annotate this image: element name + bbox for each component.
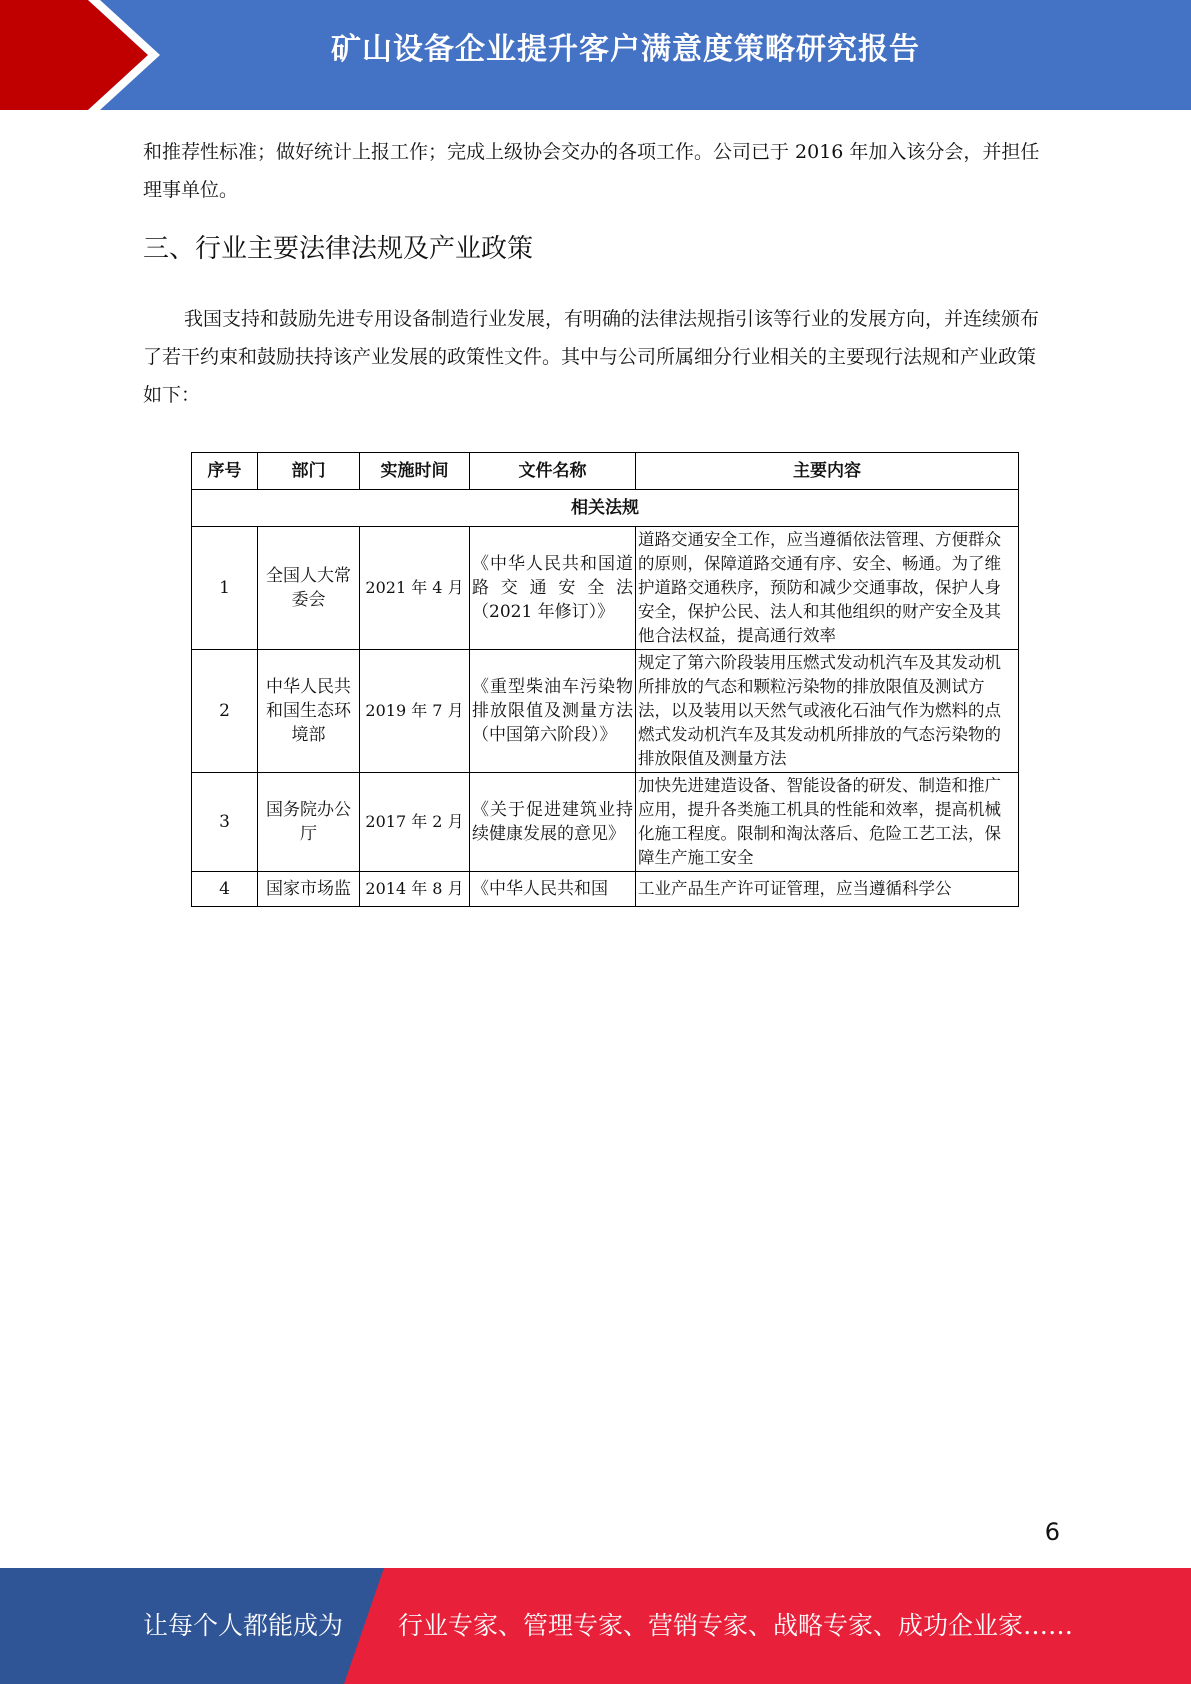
cell-content: 规定了第六阶段装用压燃式发动机汽车及其发动机所排放的气态和颗粒污染物的排放限值及测试方法，以及装用以天然气或液化石油气作为燃料的点燃式发动机汽车及其发动机所排放的气态污染物的排放限值及测量方法 xyxy=(636,650,1019,773)
policy-paragraph: 我国支持和鼓励先进专用设备制造行业发展，有明确的法律法规指引该等行业的发展方向，并连续颁布了若干约束和鼓励扶持该产业发展的政策性文件。其中与公司所属细分行业相关的主要现行法规和产业政策如下： xyxy=(143,308,1040,406)
cell-no: 3 xyxy=(192,773,258,872)
cell-doc: 《关于促进建筑业持续健康发展的意见》 xyxy=(470,773,636,872)
cell-date: 2021 年 4 月 xyxy=(360,527,470,650)
cell-date: 2014 年 8 月 xyxy=(360,872,470,907)
cell-dept: 国家市场监 xyxy=(258,872,360,907)
cell-no: 1 xyxy=(192,527,258,650)
page-number: 6 xyxy=(1044,1518,1060,1546)
table-row xyxy=(192,527,1019,650)
table-header-row xyxy=(192,453,1019,490)
cell-doc: 《重型柴油车污染物排放限值及测量方法（中国第六阶段）》 xyxy=(470,650,636,773)
group-label: 相关法规 xyxy=(192,490,1019,527)
intro-paragraph: 和推荐性标准；做好统计上报工作；完成上级协会交办的各项工作。公司已于 2016 年加入该分会，并担任理事单位。 xyxy=(143,141,1040,201)
cell-dept: 中华人民共和国生态环境部 xyxy=(258,650,360,773)
cell-doc: 《中华人民共和国 xyxy=(470,872,636,907)
header-date: 实施时间 xyxy=(360,453,470,490)
table-row xyxy=(192,872,1019,907)
header-no: 序号 xyxy=(192,453,258,490)
header-doc: 文件名称 xyxy=(470,453,636,490)
header-dept: 部门 xyxy=(258,453,360,490)
group-row xyxy=(192,490,1019,527)
cell-date: 2019 年 7 月 xyxy=(360,650,470,773)
cell-no: 2 xyxy=(192,650,258,773)
cell-dept: 全国人大常委会 xyxy=(258,527,360,650)
header-content: 主要内容 xyxy=(636,453,1019,490)
policy-table xyxy=(191,452,1019,907)
red-chevron-icon xyxy=(0,0,160,110)
footer-slogan-right: 行业专家、管理专家、营销专家、战略专家、成功企业家…… xyxy=(398,1611,1074,1640)
cell-no: 4 xyxy=(192,872,258,907)
section-heading: 三、行业主要法律法规及产业政策 xyxy=(143,234,534,264)
cell-content: 加快先进建造设备、智能设备的研发、制造和推广应用，提升各类施工机具的性能和效率，提高机械化施工程度。限制和淘汰落后、危险工艺工法，保障生产施工安全 xyxy=(636,773,1019,872)
cell-doc: 《中华人民共和国道路交通安全法（2021 年修订）》 xyxy=(470,527,636,650)
report-title: 矿山设备企业提升客户满意度策略研究报告 xyxy=(331,32,920,67)
table-row xyxy=(192,650,1019,773)
page-header xyxy=(0,0,1191,110)
cell-content: 道路交通安全工作，应当遵循依法管理、方便群众的原则，保障道路交通有序、安全、畅通。为了维护道路交通秩序，预防和减少交通事故，保护人身安全，保护公民、法人和其他组织的财产安全及其他合法权益，提高通行效率 xyxy=(636,527,1019,650)
cell-date: 2017 年 2 月 xyxy=(360,773,470,872)
footer-slogan-left: 让每个人都能成为 xyxy=(143,1611,344,1640)
table-row xyxy=(192,773,1019,872)
page-footer xyxy=(0,1568,1191,1684)
cell-content: 工业产品生产许可证管理，应当遵循科学公 xyxy=(636,872,1019,907)
cell-dept: 国务院办公厅 xyxy=(258,773,360,872)
